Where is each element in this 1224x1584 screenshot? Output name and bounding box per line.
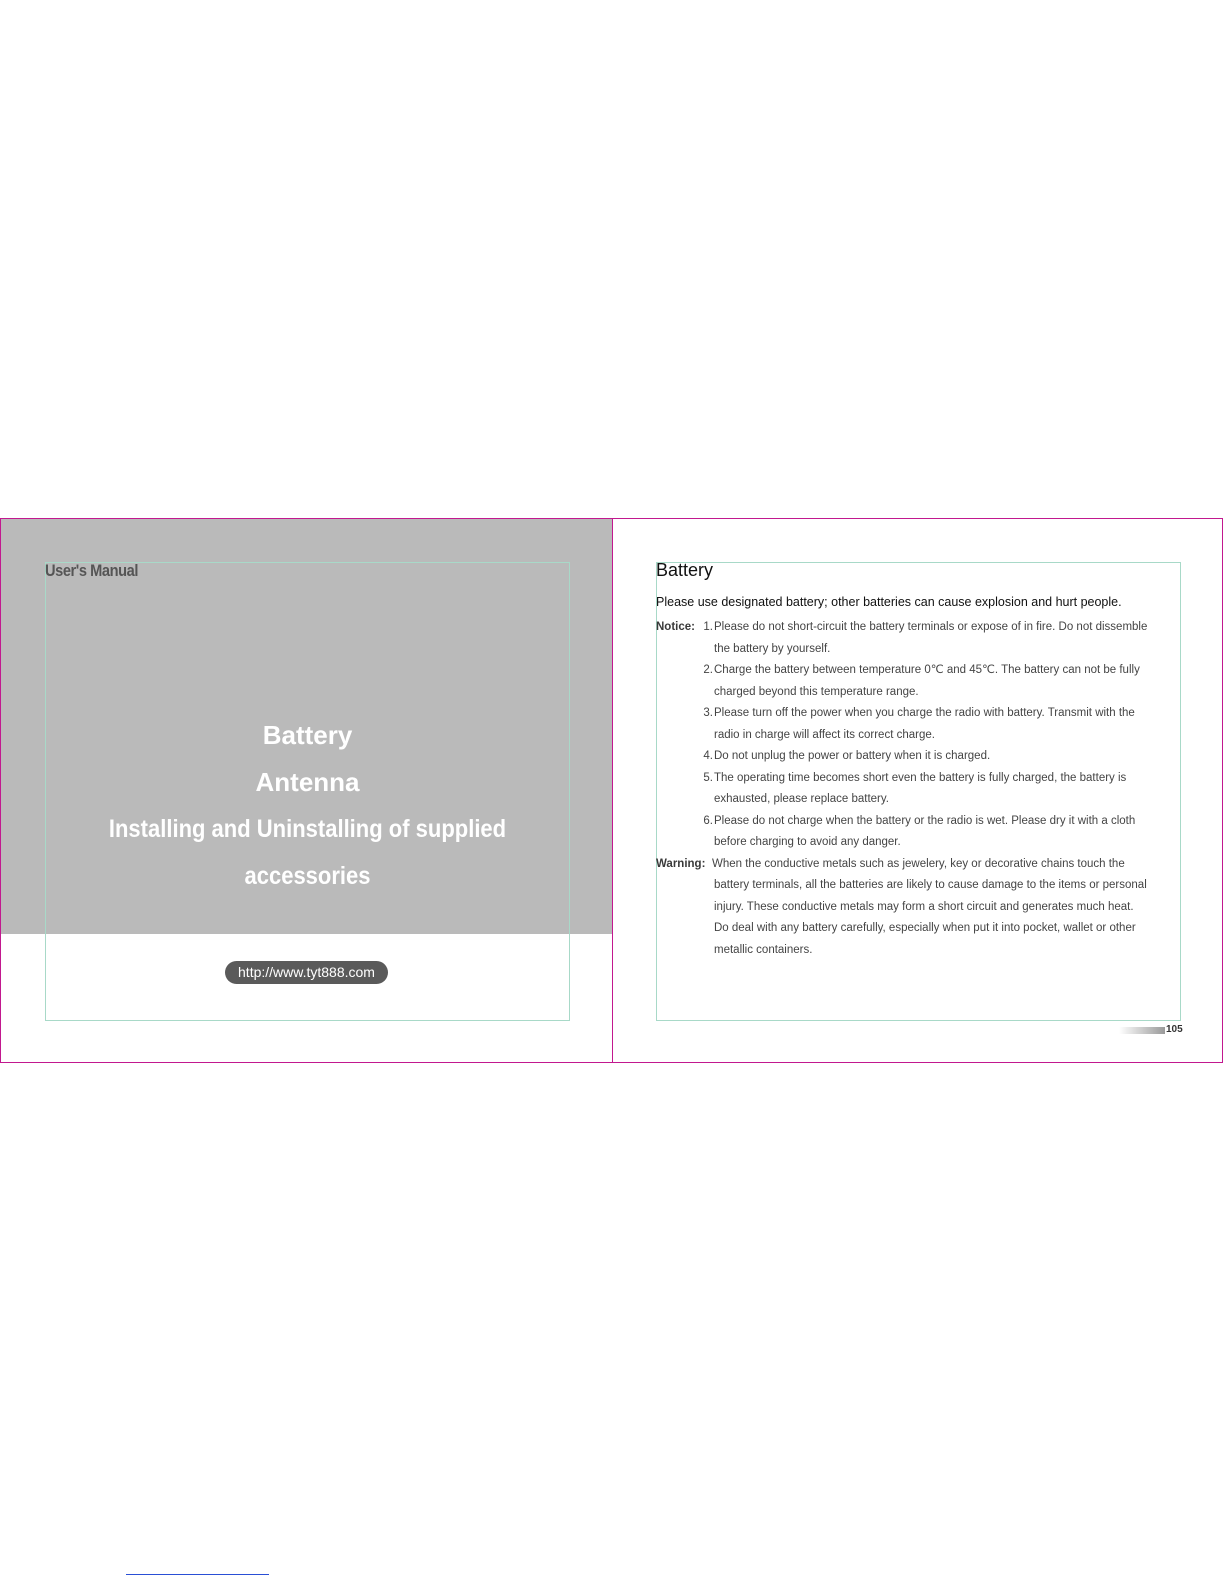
notice-number: 6. <box>703 814 713 827</box>
warning-item <box>656 854 1181 962</box>
topic-battery: Battery <box>262 720 353 750</box>
topic-antenna: Antenna <box>255 767 360 797</box>
warning-label: Warning: <box>656 857 706 870</box>
topic-accessories: Installing and Uninstalling of supplied accessories <box>108 815 507 890</box>
manual-spread <box>0 518 1223 1063</box>
notice-line: Please do not charge when the battery or the radio is wet. Please dry it with a cloth <box>714 814 1136 827</box>
notice-line: The operating time becomes short even the battery is fully charged, the battery is <box>714 771 1127 784</box>
notice-item <box>656 811 1181 854</box>
warning-line: battery terminals, all the batteries are likely to cause damage to the items or personal <box>714 879 1147 891</box>
notice-item <box>656 746 1181 768</box>
warning-line: Do deal with any battery carefully, especially when put it into pocket, wallet or other <box>714 922 1136 934</box>
notice-label: Notice: <box>656 621 695 633</box>
warning-line: When the conductive metals such as jewelery, key or decorative chains touch the <box>712 857 1125 870</box>
notice-number: 4. <box>703 750 713 762</box>
notice-line: Please do not short-circuit the battery terminals or expose of in fire. Do not dissemble <box>714 621 1148 633</box>
warning-line: injury. These conductive metals may form a short circuit and generates much heat. <box>714 900 1134 913</box>
section-topics <box>45 712 570 900</box>
notice-line: Do not unplug the power or battery when it is charged. <box>714 750 991 762</box>
notice-number: 3. <box>703 707 713 719</box>
page-number: 105 <box>1166 1024 1183 1035</box>
notice-number: 2. <box>703 664 713 676</box>
notice-line: before charging to avoid any danger. <box>714 836 901 848</box>
battery-notes <box>656 617 1181 961</box>
warning-line: metallic containers. <box>714 943 813 956</box>
notice-line: exhausted, please replace battery. <box>714 793 889 805</box>
battery-lead-text: Please use designated battery; other batteries can cause explosion and hurt people. <box>656 595 1122 609</box>
notice-line: Please turn off the power when you charge the radio with battery. Transmit with the <box>714 707 1135 719</box>
footer-underline <box>126 1574 269 1575</box>
notice-item <box>656 703 1181 746</box>
notice-number: 5. <box>703 771 713 784</box>
page-spine-divider <box>612 519 613 1062</box>
manual-header-label: User's Manual <box>45 561 138 580</box>
notice-line: the battery by yourself. <box>714 642 831 655</box>
notice-line: radio in charge will affect its correct charge. <box>714 728 935 741</box>
notice-line: Charge the battery between temperature 0℃ and 45℃. The battery can not be fully <box>714 664 1140 676</box>
page-number-bar <box>1119 1027 1165 1034</box>
notice-number: 1. <box>703 621 713 633</box>
notice-item <box>656 617 1181 660</box>
page-title: Battery <box>656 560 714 580</box>
notice-item <box>656 660 1181 703</box>
notice-line: charged beyond this temperature range. <box>714 685 919 698</box>
website-link[interactable]: http://www.tyt888.com <box>225 961 388 984</box>
notice-item <box>656 768 1181 811</box>
